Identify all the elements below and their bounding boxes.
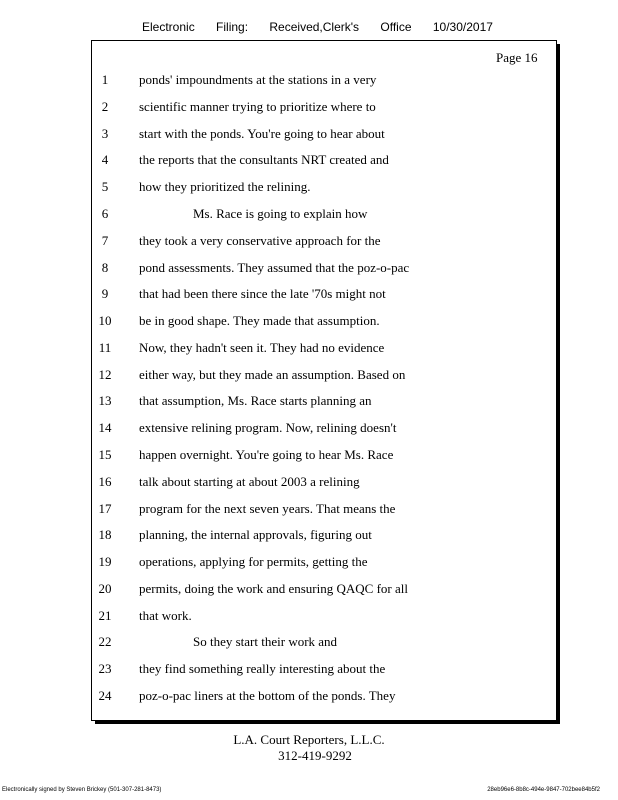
filing-label: Filing:: [216, 20, 249, 34]
transcript-line: [0, 392, 618, 410]
transcript-line: [0, 553, 618, 571]
transcript-line: [0, 500, 618, 518]
page-number: Page 16: [496, 50, 538, 65]
line-text: So they start their work and: [193, 634, 338, 650]
line-number: 20: [98, 580, 112, 596]
line-number: 6: [101, 205, 109, 221]
transcript-line: [0, 526, 618, 544]
line-text: program for the next seven years. That means the: [139, 500, 396, 516]
line-number: 3: [101, 125, 109, 141]
transcript-line: [0, 259, 618, 277]
line-text: scientific manner trying to prioritize where to: [139, 98, 376, 114]
document-hash: 28eb96e6-8b8c-494e-9847-702bee84b5f2: [487, 787, 600, 793]
line-number: 1: [101, 72, 109, 87]
filing-received: Received,Clerk's: [269, 20, 360, 34]
line-number: 4: [101, 152, 109, 168]
line-text: either way, but they made an assumption. Based on: [139, 366, 406, 382]
transcript-line: [0, 178, 618, 196]
line-text: that work.: [139, 607, 192, 623]
line-number: 9: [101, 286, 109, 302]
transcript-line: [0, 446, 618, 464]
transcript-line: [0, 687, 618, 705]
transcript-line: [0, 232, 618, 250]
transcript-line: [0, 339, 618, 357]
line-text: Now, they hadn't seen it. They had no evidence: [139, 339, 385, 355]
line-number: 19: [98, 554, 112, 569]
line-number: 12: [98, 366, 112, 382]
transcript-line: [0, 660, 618, 678]
line-number: 11: [98, 339, 112, 355]
line-text: pond assessments. They assumed that the poz-o-pac: [139, 259, 410, 275]
line-number: 15: [98, 446, 112, 462]
line-text: permits, doing the work and ensuring QAQC for all: [139, 580, 408, 596]
line-text: Ms. Race is going to explain how: [193, 205, 368, 221]
line-text: how they prioritized the relining.: [139, 179, 311, 195]
line-number: 7: [101, 232, 109, 248]
line-text: the reports that the consultants NRT created and: [139, 152, 389, 168]
line-number: 8: [101, 259, 109, 275]
line-text: they took a very conservative approach for the: [139, 232, 381, 248]
filing-header: [142, 20, 493, 34]
line-number: 5: [101, 179, 109, 195]
transcript-line: [0, 607, 618, 625]
line-number: 23: [98, 661, 112, 677]
line-number: 10: [98, 313, 112, 328]
line-text: extensive relining program. Now, relining doesn't: [139, 420, 397, 436]
line-number: 21: [98, 607, 112, 623]
line-number: 14: [98, 420, 112, 436]
filing-date: 10/30/2017: [432, 20, 493, 34]
line-number: 22: [98, 634, 112, 650]
line-text: poz-o-pac liners at the bottom of the ponds. They: [139, 687, 396, 703]
line-text: start with the ponds. You're going to hear about: [139, 125, 385, 141]
transcript-line: [0, 366, 618, 384]
line-text: that assumption, Ms. Race starts planning an: [139, 393, 372, 409]
transcript-line: [0, 151, 618, 169]
line-text: operations, applying for permits, getting the: [139, 554, 368, 569]
transcript-line: [0, 285, 618, 303]
line-text: talk about starting at about 2003 a relining: [139, 473, 360, 489]
transcript-line: [0, 125, 618, 143]
reporter-phone: 312-419-9292: [278, 748, 352, 763]
line-text: ponds' impoundments at the stations in a very: [139, 72, 377, 87]
transcript-line: [0, 71, 618, 89]
line-number: 18: [98, 527, 112, 543]
page-shadow-bottom: [95, 721, 560, 724]
line-text: that had been there since the late '70s might not: [139, 286, 386, 302]
line-number: 16: [98, 473, 112, 489]
transcript-line: [0, 205, 618, 223]
transcript-line: [0, 473, 618, 491]
line-number: 2: [101, 98, 109, 114]
line-number: 13: [98, 393, 112, 409]
line-text: planning, the internal approvals, figuring out: [139, 527, 372, 543]
line-text: be in good shape. They made that assumption.: [139, 313, 380, 328]
filing-electronic: Electronic: [142, 20, 195, 34]
transcript-line: [0, 419, 618, 437]
line-number: 17: [98, 500, 112, 516]
line-number: 24: [98, 687, 112, 703]
filing-office: Office: [380, 20, 412, 34]
line-text: they find something really interesting about the: [139, 661, 386, 677]
transcript-line: [0, 98, 618, 116]
transcript-line: [0, 633, 618, 651]
transcript-line: [0, 580, 618, 598]
electronic-signature: Electronically signed by Steven Brickey (501-307-281-8473): [2, 787, 162, 793]
line-text: happen overnight. You're going to hear Ms. Race: [139, 446, 394, 462]
transcript-line: [0, 312, 618, 330]
reporter-company: L.A. Court Reporters, L.L.C.: [233, 732, 385, 747]
